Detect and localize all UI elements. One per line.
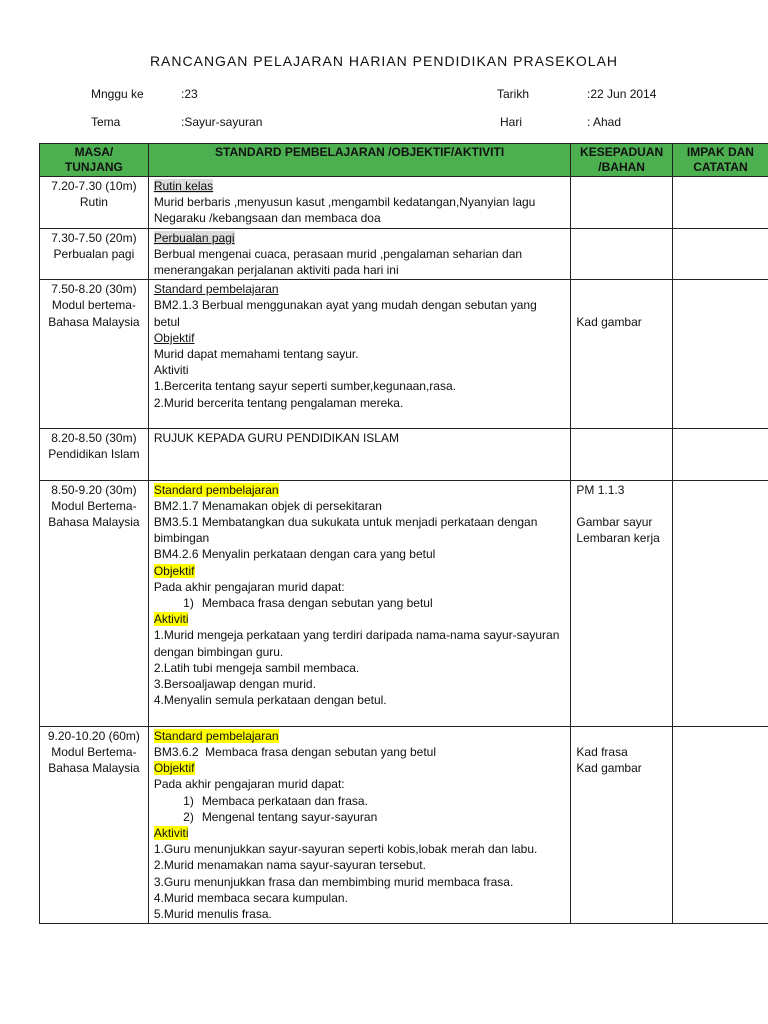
content-text: 1.Guru menunjukkan sayur-sayuran seperti kobis,lobak merah dan labu. [153,842,538,857]
impak-cell [672,429,768,481]
standard-cell [148,726,571,923]
tema-label: Tema [91,115,121,129]
content-line [154,411,566,427]
masa-line: 7.50-8.20 (30m) [51,282,137,297]
content-text: BM4.2.6 Menyalin perkataan dengan cara yang betul [153,547,436,562]
standard-cell [148,228,571,280]
content-line [154,563,566,579]
content-line [154,346,566,362]
content-text: RUJUK KEPADA GURU PENDIDIKAN ISLAM [153,431,399,446]
tema-value: :Sayur-sayuran [181,115,263,129]
content-text: Membaca frasa dengan sebutan yang betul [201,596,433,611]
header-standard [148,144,571,177]
bahan-line [576,297,666,313]
content-line [154,760,566,776]
header-masa-line2: TUNJANG [64,160,123,174]
content-text: dengan bimbingan guru. [153,644,284,659]
bahan-line: Kad gambar [576,314,642,329]
content-line [154,395,566,411]
section-heading: Standard pembelajaran [153,482,279,497]
masa-line: Pendidikan Islam [48,447,140,462]
bahan-cell [571,480,672,726]
content-line [154,362,566,378]
bahan-cell [571,177,672,229]
content-line [154,890,566,906]
bahan-line: PM 1.1.3 [576,482,625,497]
masa-line: Rutin [79,195,108,210]
content-text: Berbual mengenai cuaca, perasaan murid ,pengalaman seharian dan [153,246,523,261]
header-impak-line2: CATATAN [693,160,748,174]
header-masa-line1: MASA/ [74,145,114,159]
content-line [154,660,566,676]
bahan-cell [571,280,672,429]
impak-cell [672,228,768,280]
masa-line: 7.20-7.30 (10m) [51,179,137,193]
list-number: 1) [183,596,194,611]
section-heading: Perbualan pagi [153,230,235,245]
bahan-line [576,498,666,514]
list-number: 1) [183,793,194,808]
table-row [40,480,768,726]
masa-cell [40,429,149,481]
content-text: 5.Murid menulis frasa. [153,906,272,921]
content-line [154,825,566,841]
tarikh-value: :22 Jun 2014 [587,87,657,101]
content-line [154,546,566,562]
masa-cell [40,726,149,923]
table-row [40,228,768,280]
header-standard-text: STANDARD PEMBELAJARAN /OBJEKTIF/AKTIVITI [215,145,505,159]
content-line [154,194,566,210]
standard-cell [148,177,571,229]
bahan-cell [571,726,672,923]
content-line [154,446,566,462]
hari-label: Hari [500,115,523,129]
bahan-cell [571,429,672,481]
masa-line: Bahasa Malaysia [48,515,140,530]
bahan-line: Lembaran kerja [576,531,660,546]
section-heading: Standard pembelajaran [153,728,279,743]
bahan-line: Gambar sayur [576,515,653,530]
content-line [154,841,566,857]
masa-line: 8.20-8.50 (30m) [51,431,137,446]
impak-cell [672,726,768,923]
content-line [154,498,566,514]
masa-line: 7.30-7.50 (20m) [51,230,137,245]
bahan-cell [571,228,672,280]
header-kesepaduan-line2: /BAHAN [598,160,645,174]
content-text: 2.Latih tubi mengeja sambil membaca. [153,660,360,675]
header-masa [40,144,149,177]
masa-line: Modul bertema- [51,298,136,313]
content-line [154,874,566,890]
content-line [154,378,566,394]
header-impak [672,144,768,177]
content-line [154,230,566,246]
content-text: bimbingan [153,531,210,546]
content-line [154,330,566,346]
content-text: Mengenal tentang sayur-sayuran [201,809,378,824]
content-line [154,627,566,643]
table-row [40,429,768,481]
content-text: Pada akhir pengajaran murid dapat: [153,777,345,792]
section-heading: Aktiviti [153,825,189,840]
content-text: 4.Murid membaca secara kumpulan. [153,890,348,905]
content-text: betul [153,314,180,329]
content-line [154,595,566,611]
content-line [154,314,566,330]
bahan-line [576,728,666,744]
standard-cell [148,480,571,726]
tarikh-label: Tarikh [497,87,530,101]
section-heading: Objektif [153,563,195,578]
content-line [154,793,566,809]
content-text: BM3.6.2 Membaca frasa dengan sebutan yang betul [153,744,436,759]
content-line [154,210,566,226]
section-heading: Objektif [153,761,195,776]
masa-line: Perbualan pagi [53,246,135,261]
content-text: BM3.5.1 Membatangkan dua sukukata untuk menjadi perkataan dengan [153,515,538,530]
content-text: 3.Bersoaljawap dengan murid. [153,677,316,692]
content-text: 2.Murid bercerita tentang pengalaman mereka. [153,395,404,410]
content-line [154,514,566,530]
content-line [154,246,566,262]
content-text: Murid berbaris ,menyusun kasut ,mengambil kedatangan,Nyanyian lagu [153,195,536,210]
content-line [154,482,566,498]
content-line [154,809,566,825]
masa-line: Bahasa Malaysia [48,761,140,776]
content-line [154,709,566,725]
content-line [154,776,566,792]
content-line [154,579,566,595]
bahan-line [576,281,666,297]
header-kesepaduan-line1: KESEPADUAN [580,145,664,159]
masa-line: Modul Bertema- [51,744,137,759]
table-row [40,177,768,229]
impak-cell [672,480,768,726]
content-line [154,462,566,478]
bahan-line: Kad gambar [576,761,642,776]
header-impak-line1: IMPAK DAN [686,145,754,159]
section-heading: Standard pembelajaran [153,282,279,297]
content-line [154,692,566,708]
hari-value: : Ahad [587,115,622,129]
standard-cell [148,429,571,481]
masa-line: 8.50-9.20 (30m) [51,482,137,497]
masa-cell [40,480,149,726]
masa-cell [40,280,149,429]
content-line [154,297,566,313]
table-body [40,177,768,924]
section-heading: Rutin kelas [153,179,214,193]
masa-line: Bahasa Malaysia [48,314,140,329]
content-text: menerangakan perjalanan aktiviti pada hari ini [153,263,399,278]
lesson-plan-table [39,143,768,924]
standard-cell [148,280,571,429]
table-row [40,726,768,923]
content-line [154,262,566,278]
table-header-row [40,144,768,177]
minggu-label: Mnggu ke [91,87,144,101]
content-text: Pada akhir pengajaran murid dapat: [153,579,345,594]
content-line [154,744,566,760]
masa-cell [40,177,149,229]
content-text: Murid dapat memahami tentang sayur. [153,347,359,362]
content-text: 4.Menyalin semula perkataan dengan betul. [153,693,387,708]
content-line [154,728,566,744]
content-line [154,857,566,873]
content-text: Membaca perkataan dan frasa. [201,793,368,808]
section-heading: Objektif [153,330,195,345]
list-number: 2) [183,809,194,824]
content-text: 2.Murid menamakan nama sayur-sayuran tersebut. [153,858,426,873]
content-text: Aktiviti [153,363,189,378]
impak-cell [672,177,768,229]
minggu-value: :23 [181,87,198,101]
table-row [40,280,768,429]
content-text: 3.Guru menunjukkan frasa dan membimbing murid membaca frasa. [153,874,514,889]
content-line [154,611,566,627]
masa-line: 9.20-10.20 (60m) [47,728,140,743]
content-line [154,676,566,692]
section-heading: Aktiviti [153,612,189,627]
content-text: Negaraku /kebangsaan dan membaca doa [153,211,381,226]
content-line [154,178,566,194]
content-line [154,644,566,660]
content-line [154,281,566,297]
content-text: BM2.1.3 Berbual menggunakan ayat yang mudah dengan sebutan yang [153,298,537,313]
impak-cell [672,280,768,429]
header-kesepaduan [571,144,672,177]
masa-line: Modul Bertema- [51,498,137,513]
content-text: BM2.1.7 Menamakan objek di persekitaran [153,498,382,513]
masa-cell [40,228,149,280]
content-line [154,430,566,446]
content-text: 1.Bercerita tentang sayur seperti sumber,kegunaan,rasa. [153,379,456,394]
content-line [154,530,566,546]
content-text: 1.Murid mengeja perkataan yang terdiri daripada nama-nama sayur-sayuran [153,628,560,643]
page-title: RANCANGAN PELAJARAN HARIAN PENDIDIKAN PRASEKOLAH [149,53,619,69]
content-line [154,906,566,922]
bahan-line: Kad frasa [576,744,628,759]
